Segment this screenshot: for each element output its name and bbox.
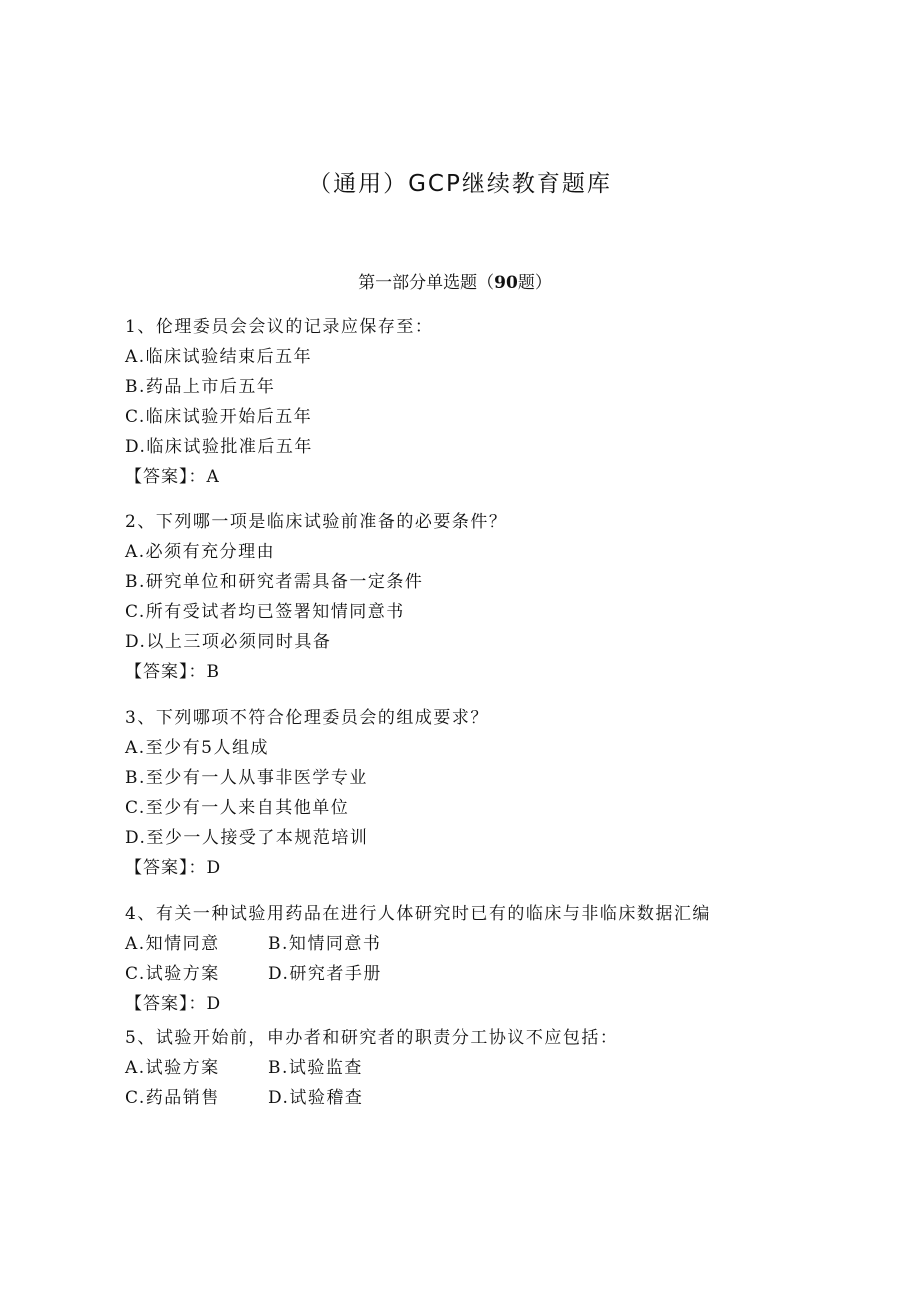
option-b: B.研究单位和研究者需具备一定条件	[125, 572, 424, 592]
option-d: D.研究者手册	[268, 964, 382, 984]
question-3	[125, 703, 825, 883]
option-a: A.试验方案	[125, 1058, 220, 1078]
option-c: C.至少有一人来自其他单位	[125, 798, 350, 818]
answer: 【答案】：D	[125, 858, 222, 878]
question-5	[125, 1023, 825, 1113]
question-stem: 2、下列哪一项是临床试验前准备的必要条件？	[125, 512, 508, 532]
option-b: B.药品上市后五年	[125, 377, 276, 397]
section-title-suffix: 题）	[517, 273, 552, 293]
question-stem: 1、伦理委员会会议的记录应保存至：	[125, 317, 434, 337]
option-d: D.以上三项必须同时具备	[125, 632, 332, 652]
question-2	[125, 507, 825, 687]
answer: 【答案】：D	[125, 994, 222, 1014]
option-row	[125, 1053, 825, 1083]
option-d: D.试验稽查	[268, 1088, 364, 1108]
answer: 【答案】：A	[125, 467, 220, 487]
option-row	[125, 1083, 825, 1113]
option-d: D.临床试验批准后五年	[125, 437, 313, 457]
option-row	[125, 959, 825, 989]
section-title	[0, 268, 910, 293]
option-b: B.试验监查	[268, 1058, 363, 1078]
option-d: D.至少一人接受了本规范培训	[125, 828, 369, 848]
option-a: A.临床试验结束后五年	[125, 347, 313, 367]
option-c: C.临床试验开始后五年	[125, 407, 313, 427]
question-stem: 5、试验开始前，申办者和研究者的职责分工协议不应包括：	[125, 1028, 619, 1048]
question-stem: 3、下列哪项不符合伦理委员会的组成要求？	[125, 708, 489, 728]
option-b: B.至少有一人从事非医学专业	[125, 768, 368, 788]
answer: 【答案】：B	[125, 662, 220, 682]
option-a: A.知情同意	[125, 934, 220, 954]
question-4	[125, 899, 825, 1019]
option-row	[125, 929, 825, 959]
section-title-prefix: 第一部分单选题（	[358, 273, 495, 293]
option-c: C.药品销售	[125, 1088, 220, 1108]
question-stem: 4、有关一种试验用药品在进行人体研究时已有的临床与非临床数据汇编	[125, 904, 711, 924]
question-1	[125, 312, 825, 492]
option-a: A.至少有5人组成	[125, 738, 269, 758]
option-b: B.知情同意书	[268, 934, 382, 954]
document-title: （通用）GCP继续教育题库	[308, 171, 612, 197]
option-c: C.试验方案	[125, 964, 220, 984]
section-title-count: 90	[494, 273, 518, 293]
option-a: A.必须有充分理由	[125, 542, 276, 562]
option-c: C.所有受试者均已签署知情同意书	[125, 602, 405, 622]
